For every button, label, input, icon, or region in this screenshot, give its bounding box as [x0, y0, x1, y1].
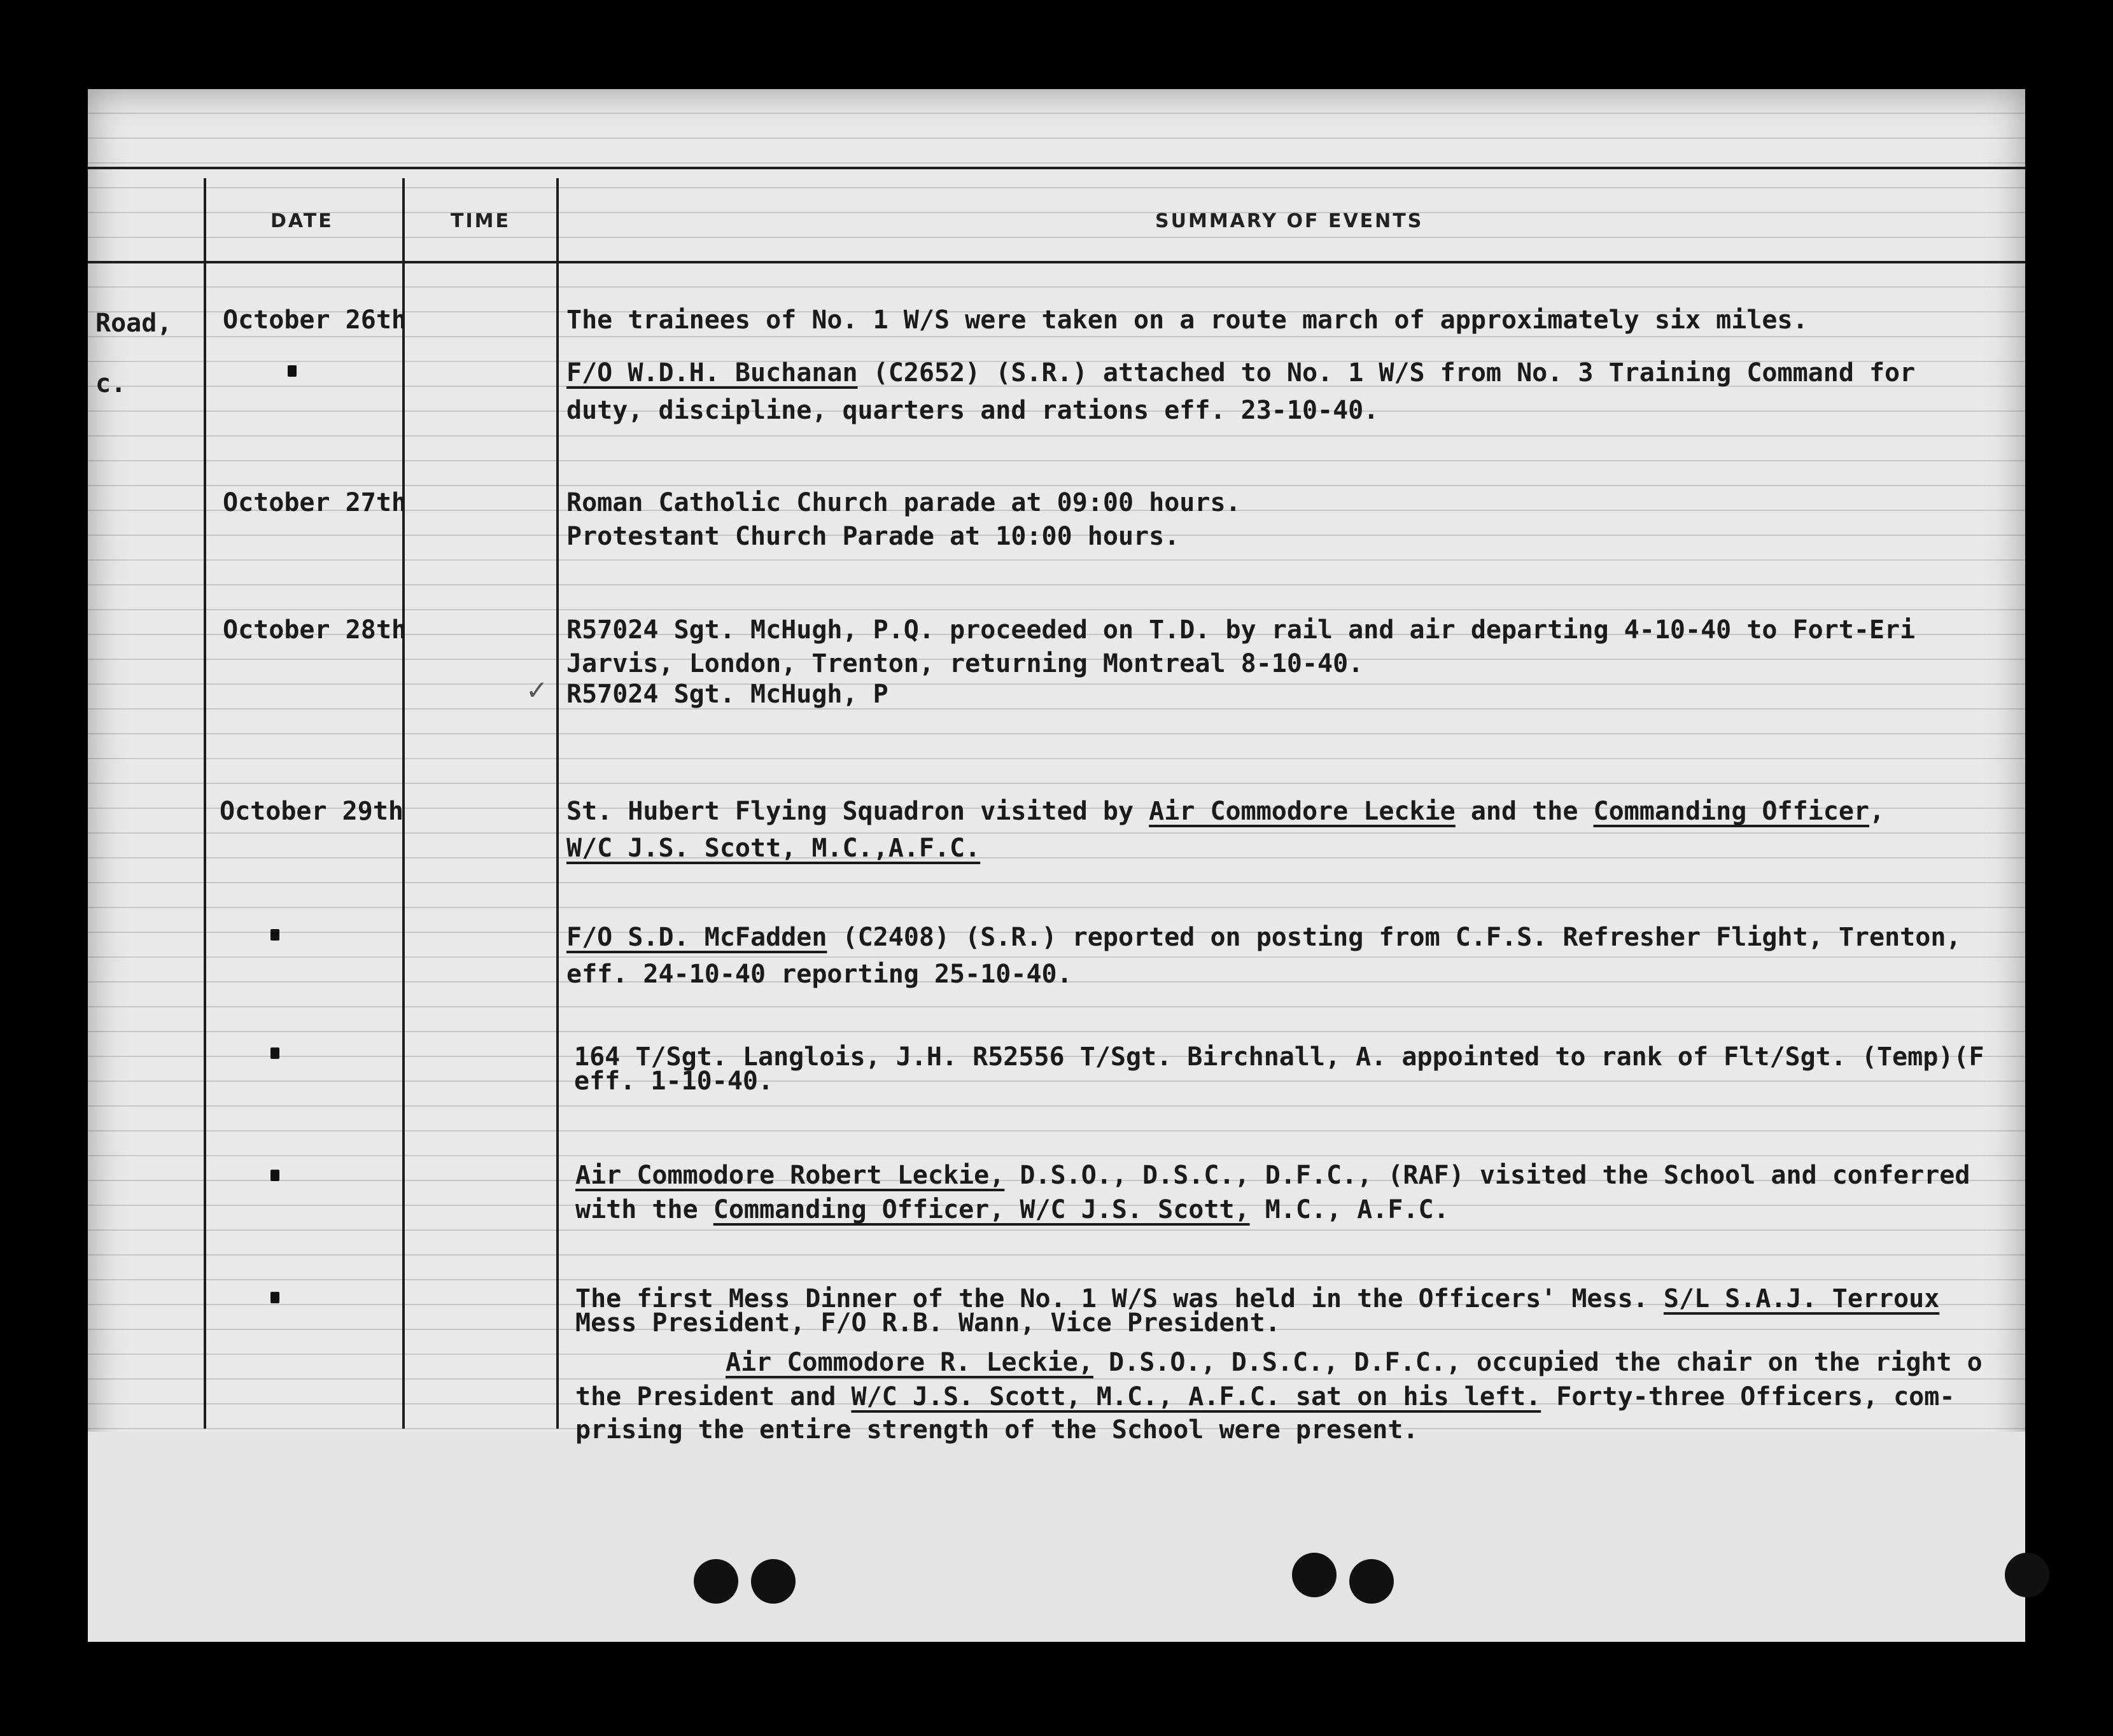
margin-fragment-road: Road, [95, 309, 172, 338]
ditto-mark [270, 1292, 279, 1303]
entry-text: (C2652) (S.R.) attached to No. 1 W/S from No. 3 Training Command for [857, 358, 1916, 388]
ditto-mark [270, 929, 279, 941]
entry-line [575, 1382, 1955, 1411]
ditto-mark [270, 1170, 279, 1181]
entry-date: October 29th [220, 797, 404, 826]
entry-line: Mess President, F/O R.B. Wann, Vice President. [575, 1308, 1281, 1338]
ditto-mark [288, 365, 297, 377]
entry-line: Protestant Church Parade at 10:00 hours. [566, 522, 1180, 551]
margin-fragment-c: c. [95, 369, 127, 398]
entry-line [566, 923, 1961, 952]
entry-text: D.S.O., D.S.C., D.F.C., occupied the chair on the right o [1093, 1348, 1983, 1377]
entry-text: (C2408) (S.R.) reported on posting from C.F.S. Refresher Flight, Trenton, [827, 923, 1962, 952]
officer-name: S/L S.A.J. Terroux [1663, 1284, 1940, 1313]
top-rule [88, 167, 2025, 169]
entry-line: eff. 24-10-40 reporting 25-10-40. [566, 960, 1072, 989]
officer-name: F/O S.D. McFadden [566, 923, 827, 952]
entry-date: October 28th [223, 615, 407, 645]
header-time: TIME [451, 210, 510, 232]
officer-name: Commanding Officer [1593, 797, 1869, 826]
entry-line: prising the entire strength of the School were present. [575, 1415, 1419, 1445]
entry-line: Jarvis, London, Trenton, returning Montreal 8-10-40. [566, 649, 1364, 678]
binder-hole [1292, 1553, 1337, 1597]
entry-line [575, 1161, 1970, 1190]
entry-line [566, 358, 1915, 388]
header-date: DATE [270, 210, 333, 232]
binder-hole [2005, 1553, 2049, 1597]
officer-name: W/C J.S. Scott, M.C., A.F.C. sat on his left. [851, 1382, 1541, 1411]
entry-line: R57024 Sgt. McHugh, P.Q. proceeded on T.D. by rail and air departing 4-10-40 to Fort-Eri [566, 615, 1916, 645]
entry-text: , [1869, 797, 1885, 826]
entry-line [575, 1195, 1449, 1224]
entry-line: R57024 Sgt. McHugh, P [566, 680, 888, 709]
entry-line: duty, discipline, quarters and rations eff. 23-10-40. [566, 396, 1379, 425]
entry-line [566, 797, 1885, 826]
officer-name: Air Commodore Leckie [1149, 797, 1456, 826]
entry-text: and the [1455, 797, 1594, 826]
col-divider-margin [204, 178, 206, 1429]
binder-hole [694, 1559, 738, 1604]
entry-line: 164 T/Sgt. Langlois, J.H. R52556 T/Sgt. Birchnall, A. appointed to rank of Flt/Sgt. (Temp)(F [574, 1042, 1984, 1072]
col-divider-time [556, 178, 559, 1429]
officer-name: F/O W.D.H. Buchanan [566, 358, 858, 388]
check-mark: ✓ [526, 675, 549, 706]
entry-line [726, 1348, 1983, 1377]
header-rule [88, 261, 2025, 263]
entry-line: The trainees of No. 1 W/S were taken on a route march of approximately six miles. [566, 305, 1808, 335]
officer-name: Air Commodore R. Leckie, [726, 1348, 1093, 1377]
officer-name: Air Commodore Robert Leckie, [575, 1161, 1005, 1190]
entry-text: St. Hubert Flying Squadron visited by [566, 797, 1149, 826]
entry-text: the President and [575, 1382, 852, 1411]
entry-text: Forty-three Officers, com- [1541, 1382, 1955, 1411]
sheet-bottom-margin [88, 1432, 2025, 1642]
header-summary: SUMMARY OF EVENTS [1155, 210, 1424, 232]
entry-line: Roman Catholic Church parade at 09:00 hours. [566, 488, 1241, 517]
officer-name: W/C J.S. Scott, M.C.,A.F.C. [566, 834, 981, 863]
entry-text: D.S.O., D.S.C., D.F.C., (RAF) visited the School and conferred [1004, 1161, 1970, 1190]
binder-hole [751, 1559, 796, 1604]
binder-hole [1349, 1559, 1394, 1604]
entry-date: October 27th [223, 488, 407, 517]
entry-date: October 26th [223, 305, 407, 335]
entry-text: M.C., A.F.C. [1249, 1195, 1449, 1224]
entry-line [566, 834, 980, 863]
entry-line: eff. 1-10-40. [574, 1067, 774, 1096]
entry-text: The first Mess Dinner of the No. 1 W/S was held in the Officers' Mess. [575, 1284, 1664, 1313]
officer-name: Commanding Officer, W/C J.S. Scott, [713, 1195, 1250, 1224]
entry-text: with the [575, 1195, 713, 1224]
ditto-mark [270, 1047, 279, 1059]
